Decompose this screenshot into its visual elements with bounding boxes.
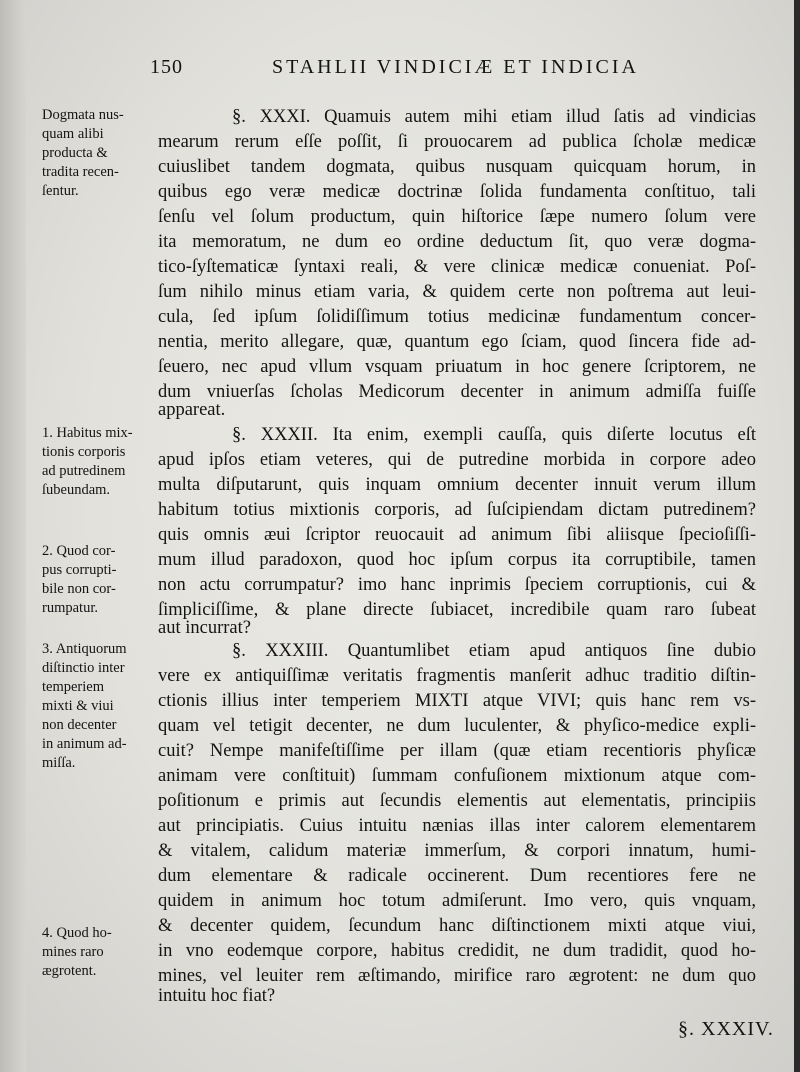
body-text-line: animam vere conſtituit) ſummam confuſionem mixtionum atque com- <box>158 766 756 786</box>
margin-note-line: 1. Habitus mix- <box>42 425 133 441</box>
margin-note-line: diſtinctio inter <box>42 660 125 676</box>
margin-note-line: ægrotent. <box>42 963 97 979</box>
running-head <box>0 56 800 86</box>
margin-note-habitus <box>42 424 154 500</box>
body-text-line: quibus ego veræ medicæ doctrinæ ſolida fundamenta conſtituo, tali <box>158 182 756 202</box>
body-text-line: quam vel tetigit decenter, ne dum luculenter, & phyſico-medice expli- <box>158 716 756 736</box>
margin-note-line: 2. Quod cor- <box>42 543 116 559</box>
margin-note-line: Dogmata nus- <box>42 107 124 123</box>
margin-note-line: mixti & viui <box>42 698 114 714</box>
body-text-line: & decenter quidem, ſecundum hanc diſtinctionem mixti atque viui, <box>158 916 756 936</box>
margin-note-line: tionis corporis <box>42 444 126 460</box>
margin-note-line: 3. Antiquorum <box>42 641 127 657</box>
body-text-line: ita memoratum, ne dum eo ordine deductum ſit, quo veræ dogma- <box>158 232 756 252</box>
body-text-line: aut incurrat? <box>158 618 251 638</box>
body-text-line: cuiuslibet tandem dogmata, quibus nusquam quicquam horum, in <box>158 157 756 177</box>
margin-note-corpus <box>42 542 154 618</box>
margin-note-line: producta & <box>42 145 108 161</box>
margin-note-dogmata <box>42 106 154 201</box>
catchword: §. XXXIV. <box>678 1018 774 1040</box>
body-text-line: quis omnis æui ſcriptor reuocauit ad animum ſibi aliisque ſpecioſiſſi- <box>158 525 756 545</box>
body-text-line: vere ex antiquiſſimæ veritatis fragmentis manſerit adhuc traditio diſtin- <box>158 666 756 686</box>
body-text-line: ſeuero, nec apud vllum vsquam priuatum in hoc genere ſcriptorem, ne <box>158 357 756 377</box>
running-title: STAHLII VINDICIÆ ET INDICIA <box>272 56 639 78</box>
body-text-line: non actu corrumpatur? imo hanc inprimis ſpeciem corruptionis, cui & <box>158 575 756 595</box>
body-text-line: poſitionum e primis aut ſecundis elementis aut elementatis, principiis <box>158 791 756 811</box>
body-text-line: mearum rerum eſſe poſſit, ſi prouocarem ad publica ſcholæ medicæ <box>158 132 756 152</box>
body-text-line: apud ipſos etiam veteres, qui de putredine morbida in corpore adeo <box>158 450 756 470</box>
body-text-line: dum vniuerſas ſcholas Medicorum decenter in animum admiſſa fuiſſe <box>158 382 756 402</box>
body-text-line: cula, ſed ipſum ſolidiſſimum totius medicinæ fundamentum concer- <box>158 307 756 327</box>
margin-note-line: temperiem <box>42 679 105 695</box>
body-text-line: & vitalem, calidum materiæ immerſum, & corpori innatum, humi- <box>158 841 756 861</box>
margin-note-line: rumpatur. <box>42 600 98 616</box>
margin-note-homines <box>42 924 154 981</box>
page-number: 150 <box>150 56 183 78</box>
body-text-line: ſenſu vel ſolum productum, quin hiſtorice ſæpe numero ſolum vere <box>158 207 756 227</box>
margin-note-antiquorum <box>42 640 154 773</box>
body-text-line: §. XXXII. Ita enim, exempli cauſſa, quis diſerte locutus eſt <box>232 425 756 445</box>
margin-note-line: mines raro <box>42 944 104 960</box>
body-text-line: tico-ſyſtematicæ ſyntaxi reali, & vere clinicæ medicæ conueniat. Poſ- <box>158 257 756 277</box>
body-text-line: mines, vel leuiter rem æſtimando, mirifice raro ægrotent: ne dum quo <box>158 966 756 986</box>
margin-note-line: ad putredinem <box>42 463 126 479</box>
body-text-line: in vno eodemque corpore, habitus credidit, ne dum tradidit, quod ho- <box>158 941 756 961</box>
margin-note-line: ſubeundam. <box>42 482 111 498</box>
body-text-line: ctionis illius inter temperiem MIXTI atque VIVI; quis hanc rem vs- <box>158 691 756 711</box>
margin-note-line: in animum ad- <box>42 736 127 752</box>
margin-note-line: quam alibi <box>42 126 104 142</box>
body-text-line: mum illud paradoxon, quod hoc ipſum corpus ita corruptibile, tamen <box>158 550 756 570</box>
body-text-line: aut principiatis. Cuius intuitu nænias illas inter calorem elementarem <box>158 816 756 836</box>
margin-note-line: non decenter <box>42 717 117 733</box>
body-text-line: nentia, merito allegare, quæ, quantum ego ſciam, quod ſincera fide ad- <box>158 332 756 352</box>
body-text-line: quidem in animum hoc totum admiſerunt. Imo vero, quis vnquam, <box>158 891 756 911</box>
margin-note-line: tradita recen- <box>42 164 119 180</box>
margin-note-line: pus corrupti- <box>42 562 117 578</box>
body-text-line: habitum totius mixtionis corporis, ad ſuſcipiendam dictam putredinem? <box>158 500 756 520</box>
margin-note-line: miſſa. <box>42 755 76 771</box>
body-text-line: ſimpliciſſime, & plane directe ſubiacet, incredibile quam raro ſubeat <box>158 600 756 620</box>
body-text-line: §. XXXIII. Quantumlibet etiam apud antiquos ſine dubio <box>232 641 756 661</box>
margin-note-line: bile non cor- <box>42 581 116 597</box>
body-text-line: ſum nihilo minus etiam varia, & quidem certe non poſtrema aut leui- <box>158 282 756 302</box>
margin-note-line: 4. Quod ho- <box>42 925 112 941</box>
body-text-line: intuitu hoc fiat? <box>158 986 276 1006</box>
body-text-line: cuit? Nempe manifeſtiſſime per illam (quæ etiam recentioris phyſicæ <box>158 741 756 761</box>
body-text-line: dum elementare & radicale occinerent. Dum recentiores fere ne <box>158 866 756 886</box>
margin-note-line: ſentur. <box>42 183 79 199</box>
body-text-line: appareat. <box>158 400 226 420</box>
body-text-line: §. XXXI. Quamuis autem mihi etiam illud ſatis ad vindicias <box>232 107 756 127</box>
body-text-line: multa diſputarunt, quis inquam omnium decenter innuit verum illum <box>158 475 756 495</box>
